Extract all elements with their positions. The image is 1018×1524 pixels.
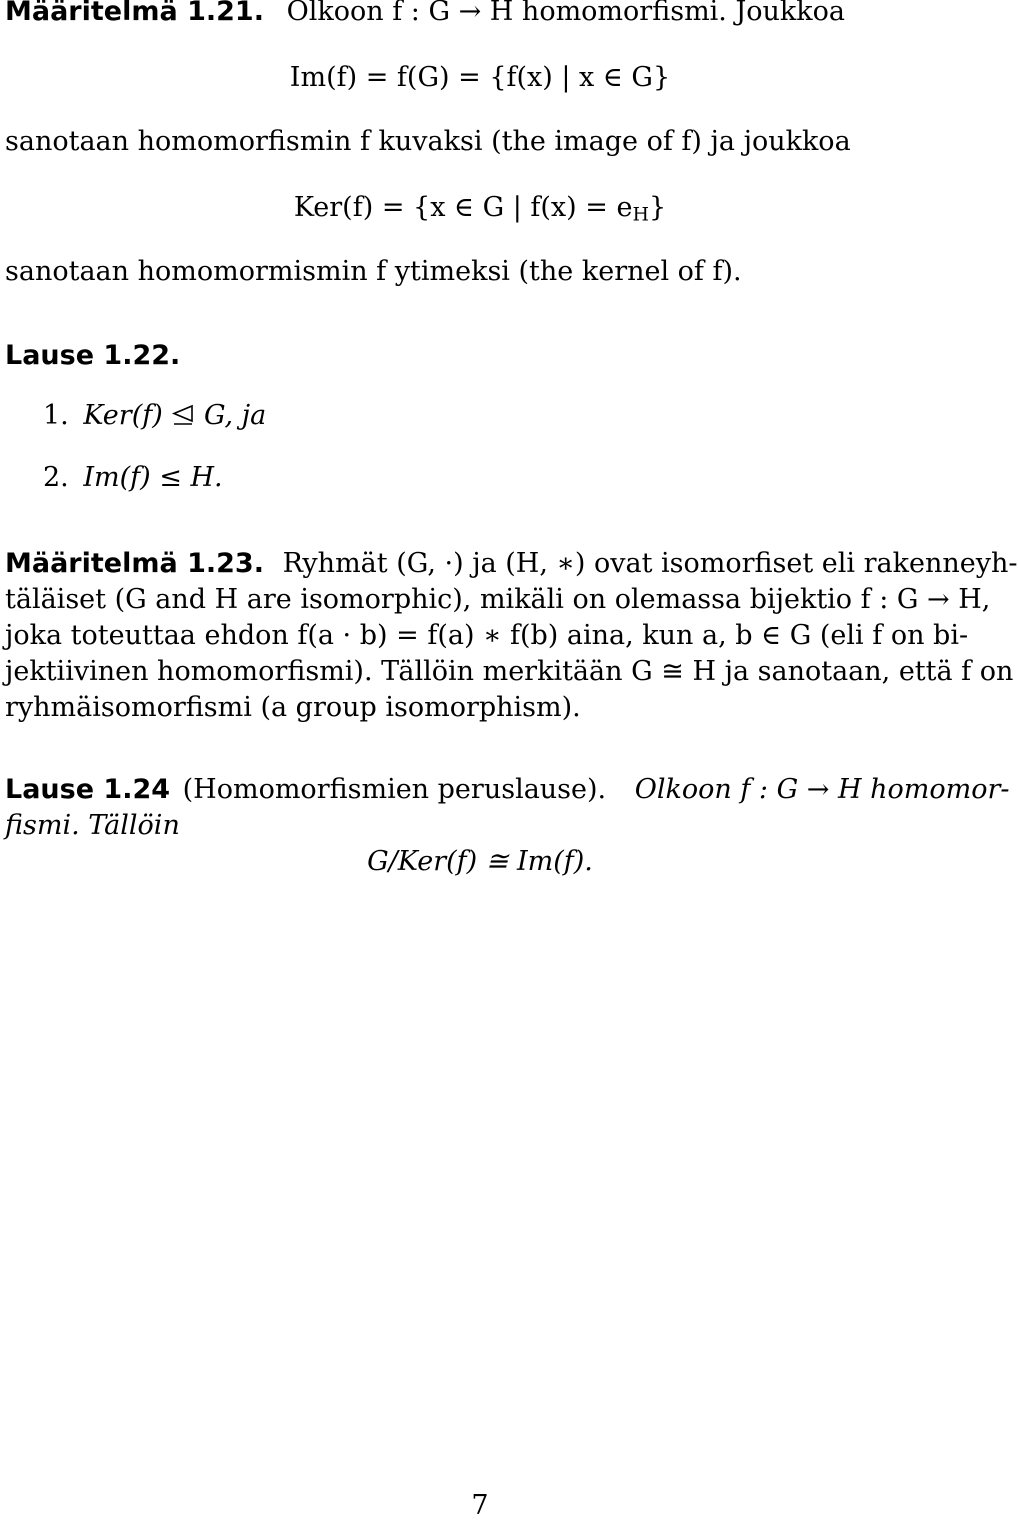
item-number: 2. — [43, 462, 69, 493]
lause-1-24 — [5, 772, 1010, 844]
formula-close: } — [648, 192, 667, 223]
definition-line-2: täläiset (G and H are isomorphic), mikäli on olemassa bijektio f : G → H, — [5, 584, 991, 615]
lause-1-22-item-2 — [43, 460, 955, 496]
lause-1-22-heading — [5, 338, 955, 374]
isomorphism-formula — [5, 844, 955, 880]
sentence-text: sanotaan homomorfismin f kuvaksi (the image of f) ja joukkoa — [5, 126, 851, 157]
image-formula — [5, 60, 955, 96]
definition-1-23 — [5, 546, 1018, 726]
normal-subgroup-symbol — [171, 404, 195, 426]
item-text: Ker(f) — [83, 400, 163, 431]
definition-line-5: ryhmäisomorfismi (a group isomorphism). — [5, 692, 581, 723]
page-number-text: 7 — [471, 1490, 489, 1521]
definition-1-21-intro — [5, 0, 955, 30]
kernel-sentence — [5, 254, 955, 290]
item-text: Im(f) ≤ H. — [83, 462, 223, 493]
image-sentence — [5, 124, 955, 160]
lause-1-22-item-1 — [43, 398, 955, 434]
definition-text: Olkoon f : G → H homomorfismi. Joukkoa — [286, 0, 846, 27]
lause-text-line-2: fismi. Tällöin — [5, 810, 180, 841]
formula-text: Im(f) = f(G) = {f(x) | x ∈ G} — [289, 62, 671, 93]
definition-heading: Määritelmä 1.21. — [5, 0, 264, 27]
lause-title: (Homomorfismien peruslause). — [182, 774, 607, 805]
item-number: 1. — [43, 400, 69, 431]
lause-text-line-1: Olkoon f : G → H homomor- — [634, 774, 1010, 805]
formula-text: Ker(f) = {x ∈ G | f(x) = e — [293, 192, 633, 223]
definition-heading: Määritelmä 1.23. — [5, 548, 264, 579]
kernel-formula — [5, 190, 955, 233]
formula-text: G/Ker(f) ≅ Im(f). — [367, 846, 593, 877]
lause-heading: Lause 1.24 — [5, 774, 171, 805]
formula-subscript: H — [632, 203, 649, 226]
lause-heading: Lause 1.22. — [5, 340, 181, 371]
page-number — [5, 1488, 955, 1524]
sentence-text: sanotaan homomormismin f ytimeksi (the kernel of f). — [5, 256, 742, 287]
definition-line-1: Ryhmät (G, ·) ja (H, ∗) ovat isomorfiset eli rakenneyh- — [282, 548, 1018, 579]
definition-line-3: joka toteuttaa ehdon f(a · b) = f(a) ∗ f(b) aina, kun a, b ∈ G (eli f on bi- — [5, 620, 969, 651]
item-text-rest: G, ja — [203, 400, 267, 431]
definition-line-4: jektiivinen homomorfismi). Tällöin merkitään G ≅ H ja sanotaan, että f on — [5, 656, 1014, 687]
